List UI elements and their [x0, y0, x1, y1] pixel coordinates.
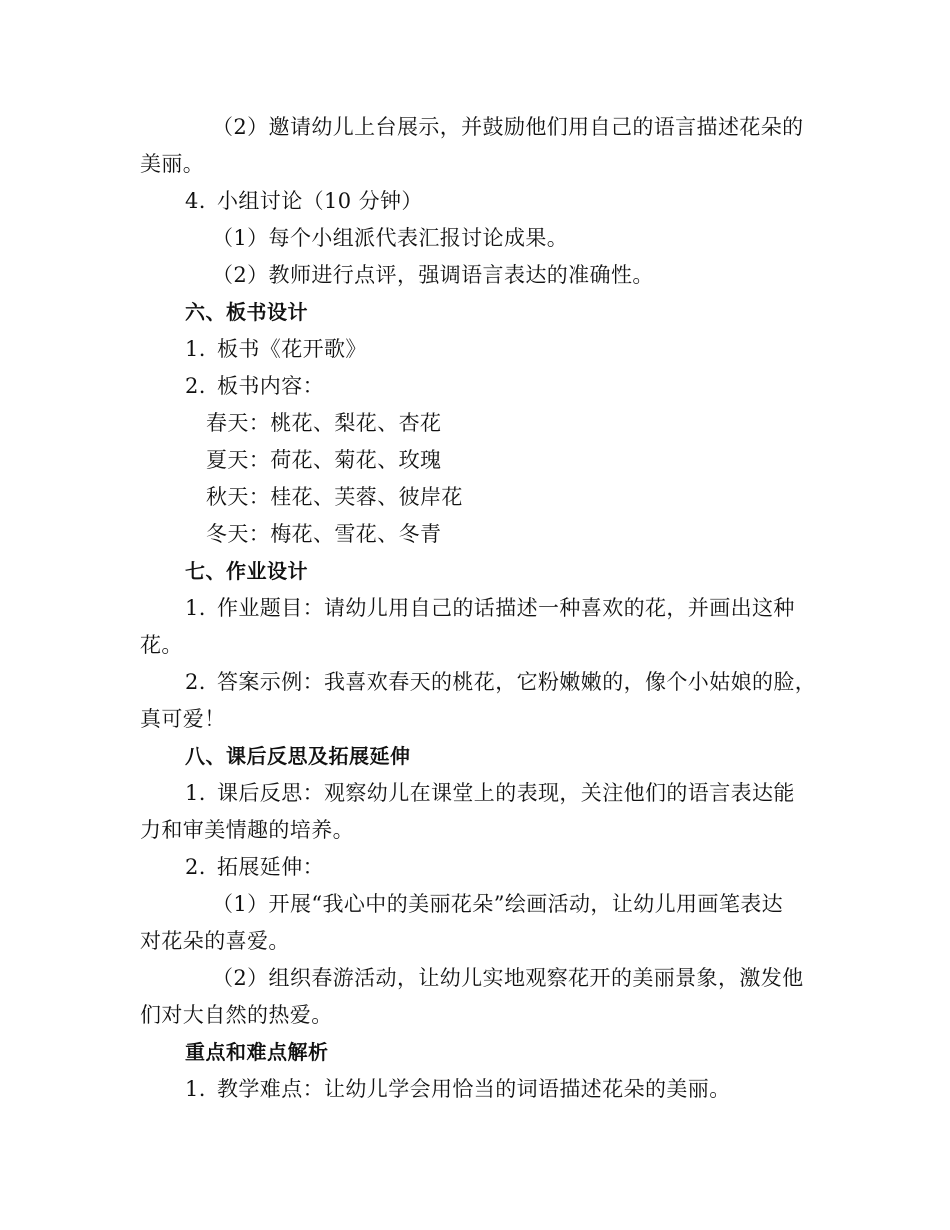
paragraph-line: 真可爱！: [140, 707, 226, 731]
section-heading: 重点和难点解析: [185, 1040, 329, 1064]
list-item: 1. 课后反思：观察幼儿在课堂上的表现，关注他们的语言表达能: [185, 781, 795, 805]
paragraph-line: （1）开展“我心中的美丽花朵”绘画活动，让幼儿用画笔表达: [212, 892, 784, 916]
list-item: 2. 板书内容：: [185, 374, 324, 398]
board-line: 春天：桃花、梨花、杏花: [206, 411, 442, 435]
list-item: 1. 教学难点：让幼儿学会用恰当的词语描述花朵的美丽。: [185, 1077, 731, 1101]
list-item: 2. 答案示例：我喜欢春天的桃花，它粉嫩嫩的，像个小姑娘的脸，: [185, 670, 817, 694]
section-heading: 八、课后反思及拓展延伸: [185, 744, 411, 768]
list-item: 1. 板书《花开歌》: [185, 337, 367, 361]
paragraph-line: （1）每个小组派代表汇报讨论成果。: [212, 226, 569, 250]
paragraph-line: 对花朵的喜爱。: [140, 929, 290, 953]
list-item: 1. 作业题目：请幼儿用自己的话描述一种喜欢的花，并画出这种: [185, 596, 795, 620]
paragraph-line: 力和审美情趣的培养。: [140, 818, 354, 842]
paragraph-line: （2）教师进行点评，强调语言表达的准确性。: [212, 263, 654, 287]
board-line: 夏天：荷花、菊花、玫瑰: [206, 448, 442, 472]
board-line: 冬天：梅花、雪花、冬青: [206, 522, 442, 546]
section-heading: 六、板书设计: [185, 300, 308, 324]
paragraph-line: 花。: [140, 633, 183, 657]
paragraph-line: 美丽。: [140, 152, 205, 176]
paragraph-line: 们对大自然的热爱。: [140, 1003, 333, 1027]
paragraph-line: （2）组织春游活动，让幼儿实地观察花开的美丽景象，激发他: [212, 966, 804, 990]
section-heading: 七、作业设计: [185, 559, 308, 583]
list-item: 4. 小组讨论（10 分钟）: [185, 189, 423, 213]
board-line: 秋天：桂花、芙蓉、彼岸花: [206, 485, 463, 509]
paragraph-line: （2）邀请幼儿上台展示，并鼓励他们用自己的语言描述花朵的: [212, 115, 804, 139]
list-item: 2. 拓展延伸：: [185, 855, 324, 879]
